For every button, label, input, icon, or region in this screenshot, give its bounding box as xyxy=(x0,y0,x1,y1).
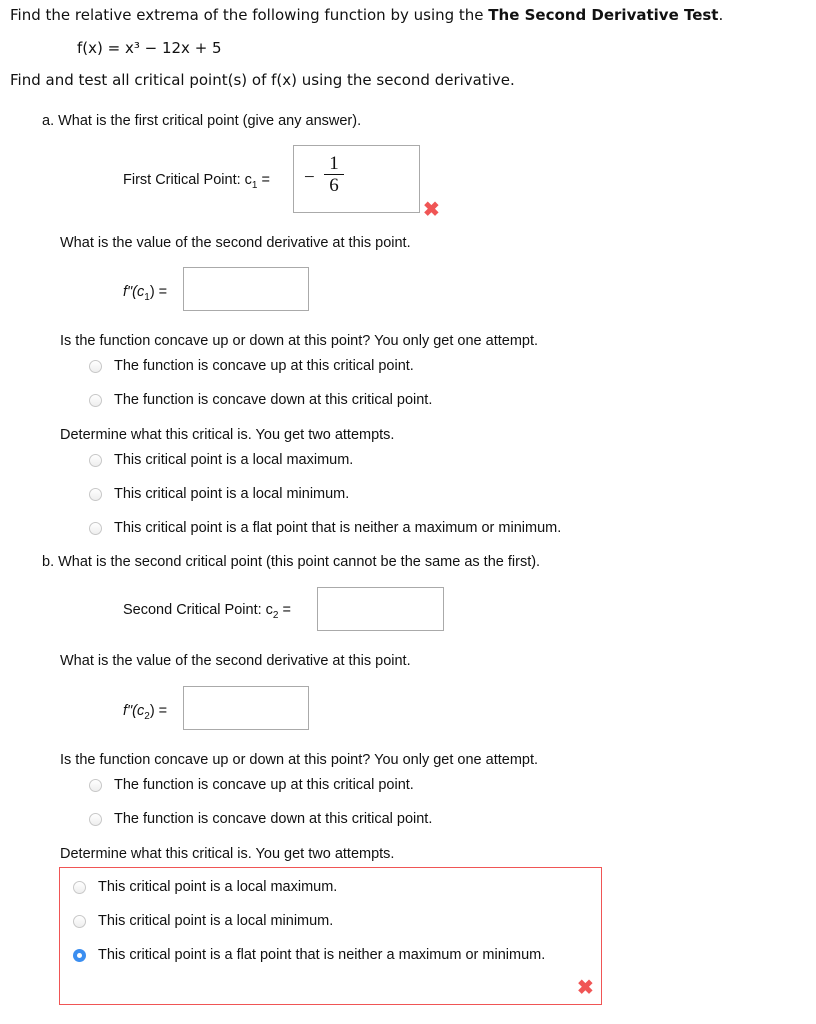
incorrect-icon: ✖ xyxy=(577,977,594,999)
fpp-c2-input[interactable] xyxy=(183,686,309,730)
fpp-c1-label xyxy=(123,283,167,307)
numerator: 1 xyxy=(329,153,339,174)
part-a-question: a. What is the first critical point (give any answer). xyxy=(42,113,362,129)
option-label: The function is concave down at this critical point. xyxy=(114,392,433,408)
type-question: Determine what this critical is. You get two attempts. xyxy=(60,427,395,443)
intro-period: . xyxy=(718,6,724,24)
second-derivative-question: What is the value of the second derivative at this point. xyxy=(60,653,411,669)
label-text: Second Critical Point: c xyxy=(123,602,273,618)
option-label: The function is concave down at this critical point. xyxy=(114,811,433,827)
concavity-question: Is the function concave up or down at this point? You only get one attempt. xyxy=(60,752,539,768)
equals: = xyxy=(261,172,270,188)
option-label: This critical point is a local minimum. xyxy=(114,486,350,502)
subscript: 2 xyxy=(272,609,279,621)
intro-text xyxy=(10,6,723,24)
concave-up-radio[interactable] xyxy=(89,779,102,792)
minus-sign: − xyxy=(304,167,315,188)
fraction xyxy=(324,154,344,197)
intro-line: Find the relative extrema of the following function by using the xyxy=(10,6,489,24)
first-critical-point-label xyxy=(123,171,270,195)
option-label: This critical point is a local maximum. xyxy=(114,452,354,468)
second-derivative-question: What is the value of the second derivative at this point. xyxy=(60,235,411,251)
local-max-radio[interactable] xyxy=(73,881,86,894)
local-min-radio[interactable] xyxy=(73,915,86,928)
incorrect-icon: ✖ xyxy=(423,199,440,221)
option-label: This critical point is a flat point that is neither a maximum or minimum. xyxy=(114,520,562,536)
instructions: Find and test all critical point(s) of f(x) using the second derivative. xyxy=(10,71,515,89)
concave-down-radio[interactable] xyxy=(89,394,102,407)
label-text: f"(c xyxy=(123,284,145,300)
option-label: The function is concave up at this critical point. xyxy=(114,777,414,793)
subscript: 1 xyxy=(251,179,258,191)
function-definition: f(x) = x³ − 12x + 5 xyxy=(77,39,222,57)
second-critical-point-label xyxy=(123,601,291,625)
fpp-c1-input[interactable] xyxy=(183,267,309,311)
label-text: f"(c xyxy=(123,703,145,719)
flat-point-radio-selected[interactable] xyxy=(73,949,86,962)
subscript: 1 xyxy=(144,291,150,303)
label-end: ) = xyxy=(149,703,168,719)
local-max-radio[interactable] xyxy=(89,454,102,467)
local-min-radio[interactable] xyxy=(89,488,102,501)
option-label: The function is concave up at this critical point. xyxy=(114,358,414,374)
concavity-question: Is the function concave up or down at this point? You only get one attempt. xyxy=(60,333,539,349)
concave-up-radio[interactable] xyxy=(89,360,102,373)
flat-point-radio[interactable] xyxy=(89,522,102,535)
equals: = xyxy=(282,602,291,618)
subscript: 2 xyxy=(144,710,150,722)
option-label: This critical point is a local maximum. xyxy=(98,879,338,895)
concave-down-radio[interactable] xyxy=(89,813,102,826)
option-label: This critical point is a local minimum. xyxy=(98,913,334,929)
label-text: First Critical Point: c xyxy=(123,172,252,188)
part-b-question: b. What is the second critical point (this point cannot be the same as the first). xyxy=(42,554,541,570)
first-critical-point-input[interactable] xyxy=(293,145,420,213)
second-critical-point-input[interactable] xyxy=(317,587,444,631)
denominator: 6 xyxy=(324,174,344,197)
method-name: The Second Derivative Test xyxy=(488,6,719,24)
type-question: Determine what this critical is. You get two attempts. xyxy=(60,846,395,862)
label-end: ) = xyxy=(149,284,168,300)
option-label: This critical point is a flat point that is neither a maximum or minimum. xyxy=(98,947,546,963)
fpp-c2-label xyxy=(123,702,167,726)
